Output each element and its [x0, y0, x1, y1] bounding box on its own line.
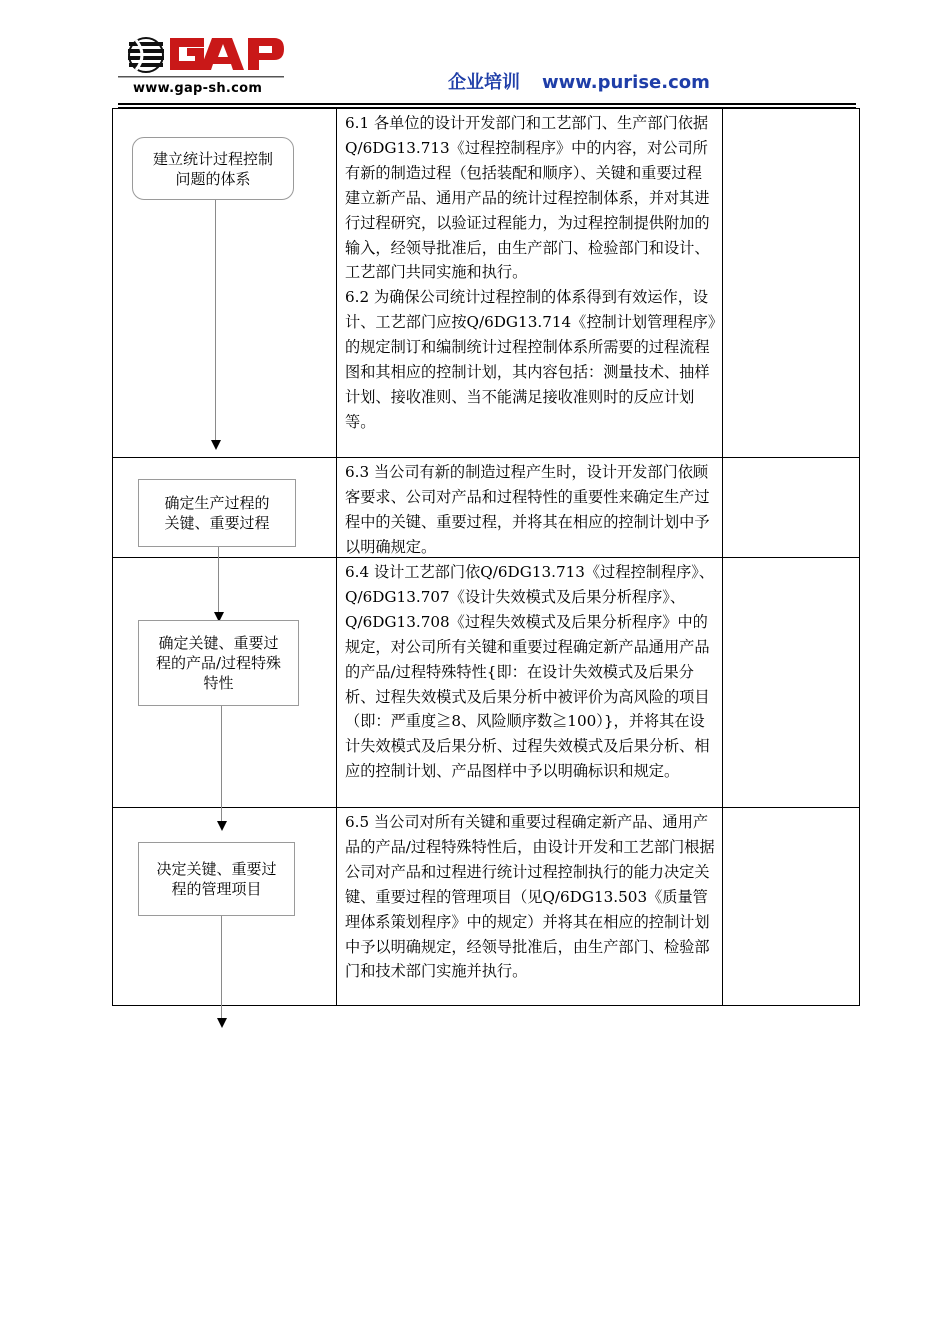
flow-step-establish-spc-system: 建立统计过程控制 问题的体系: [132, 137, 294, 200]
flow-step-special-characteristics: 确定关键、重要过 程的产品/过程特殊 特性: [138, 620, 299, 706]
row-divider: [112, 457, 860, 458]
gap-letters-icon: [170, 38, 284, 70]
procedure-text-6-3: 6.3 当公司有新的制造过程产生时，设计开发部门依顾客要求、公司对产品和过程特性的重要性来确定生产过程中的关键、重要过程，并将其在相应的控制计划中予以明确规定。: [345, 463, 710, 556]
procedure-text-6-4: 6.4 设计工艺部门依Q/6DG13.713《过程控制程序》、Q/6DG13.707《设计失效模式及后果分析程序》、Q/6DG13.708《过程失效模式及后果分析程序》中的规定，对公司所有关键和重要过程确定新产品通用产品的产品/过程特殊特性{即：在设计失效模式及后果分析、过程失效模式及后果分析中被评价为高风险的项目（即：严重度≧8、风险顺序数≧100）}，并将其在设计失效模式及后果分析、过程失效模式及后果分析、相应的控制计划、产品图样中予以明确标识和规定。: [345, 563, 715, 781]
row-divider: [112, 807, 860, 808]
procedure-text-6-5: 6.5 当公司对所有关键和重要过程确定新产品、通用产品的产品/过程特殊特性后，由设计开发和工艺部门根据公司对产品和过程进行统计过程控制执行的能力决定关键、重要过程的管理项目（见Q/6DG13.503《质量管理体系策划程序》中的规定）并将其在相应的控制计划中予以明确规定，经领导批准后，由生产部门、检验部门和技术部门实施并执行。: [345, 813, 715, 981]
procedure-text-6-1-6-2: 6.1 各单位的设计开发部门和工艺部门、生产部门依据Q/6DG13.713《过程控制程序》中的内容，对公司所有新的制造过程（包括装配和顺序）、关键和重要过程建立新产品、通用产品的统计过程控制体系，并对其进行过程研究，以验证过程能力，为过程控制提供附加的输入，经领导批准后，由生产部门、检验部门和设计、工艺部门共同实施和执行。 6.2 为确保公司统计过程控制的体系得到有效运作，设计、工艺部门应按Q/6DG13.714《控制计划管理程序》的规定制订和编制统计过程控制体系所需要的过程流程图和其相应的控制计划，其内容包括：测量技术、抽样计划、接收准则、当不能满足接收准则时的反应计划等。: [345, 114, 716, 431]
flow-step-management-items: 决定关键、重要过 程的管理项目: [138, 842, 295, 916]
globe-icon: [128, 38, 164, 72]
header-site-link[interactable]: www.purise.com: [542, 72, 710, 93]
header-title-cn: 企业培训: [448, 72, 520, 93]
flow-connector: [221, 706, 222, 821]
flow-connector: [218, 547, 219, 613]
logo-url: www.gap-sh.com: [133, 81, 263, 96]
flow-arrow-icon: [217, 1018, 227, 1028]
flow-arrow-icon: [211, 440, 221, 450]
flow-step-key-processes: 确定生产过程的 关键、重要过程: [138, 479, 296, 547]
header-rule: [118, 103, 856, 105]
header-title: [448, 68, 710, 94]
flow-arrow-icon: [217, 821, 227, 831]
flow-connector: [221, 916, 222, 1018]
flow-connector: [215, 200, 216, 440]
